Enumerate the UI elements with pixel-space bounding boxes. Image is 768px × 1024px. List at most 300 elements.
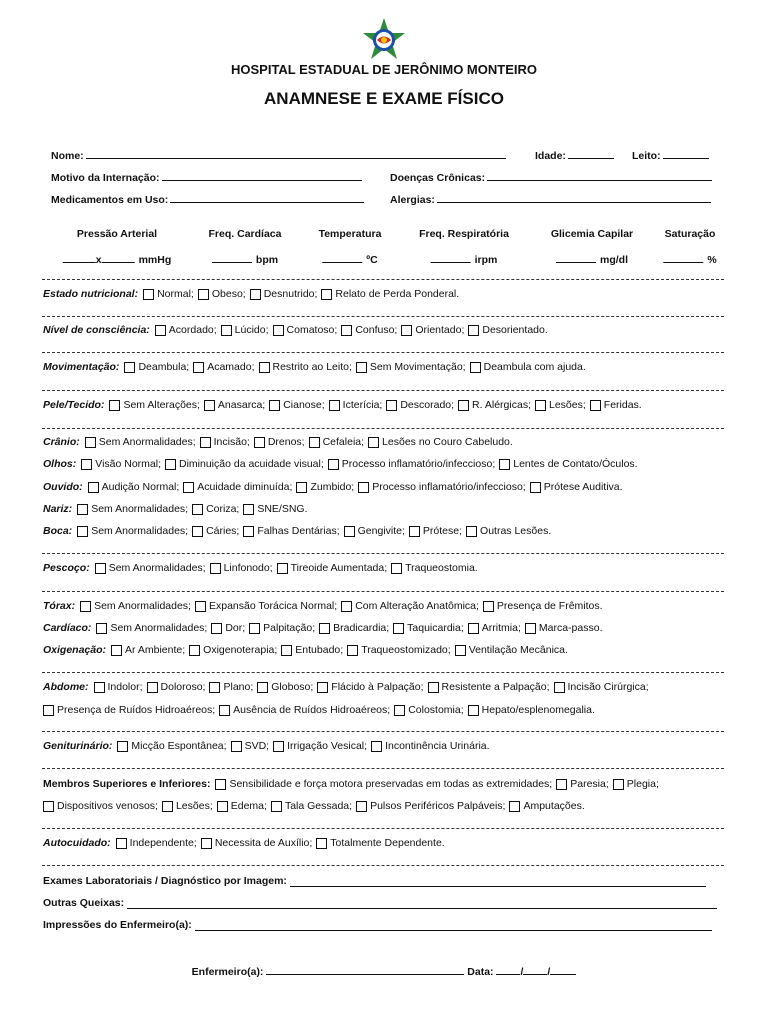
section-divider xyxy=(42,553,724,554)
checkbox-option[interactable] xyxy=(296,481,354,493)
checkbox-icon[interactable] xyxy=(317,682,328,693)
checkbox-option[interactable] xyxy=(143,288,194,300)
checkbox-icon[interactable] xyxy=(499,459,510,470)
option-label: Acuidade diminuída; xyxy=(197,481,293,493)
checkbox-option[interactable] xyxy=(556,778,609,790)
checkbox-option[interactable] xyxy=(554,681,649,693)
checkbox-icon[interactable] xyxy=(344,526,355,537)
checkbox-option[interactable] xyxy=(94,681,143,693)
checkbox-option[interactable] xyxy=(273,740,367,752)
option-label: Lesões; xyxy=(175,800,213,812)
checkbox-icon[interactable] xyxy=(243,504,254,515)
checkbox-icon[interactable] xyxy=(316,838,327,849)
checkbox-icon[interactable] xyxy=(368,437,379,448)
checkbox-option[interactable] xyxy=(111,644,185,656)
vital-input[interactable] xyxy=(663,251,716,266)
checklist-row xyxy=(43,704,599,716)
option-label: Coriza; xyxy=(206,503,240,515)
checklist-row xyxy=(43,622,606,634)
section-divider xyxy=(42,865,724,866)
checkbox-option[interactable] xyxy=(341,600,479,612)
section-divider xyxy=(42,768,724,769)
checkbox-icon[interactable] xyxy=(198,289,209,300)
checkbox-option[interactable] xyxy=(271,800,352,812)
checkbox-icon[interactable] xyxy=(391,563,402,574)
checkbox-option[interactable] xyxy=(509,800,584,812)
checkbox-icon[interactable] xyxy=(96,623,107,634)
checkbox-icon[interactable] xyxy=(466,526,477,537)
vital-input[interactable] xyxy=(322,251,377,266)
checkbox-icon[interactable] xyxy=(386,400,397,411)
checkbox-option[interactable] xyxy=(81,458,161,470)
vital-title: Glicemia Capilar xyxy=(550,228,634,240)
checkbox-icon[interactable] xyxy=(80,601,91,612)
queixas-label: Outras Queixas: xyxy=(43,897,125,909)
checkbox-icon[interactable] xyxy=(371,741,382,752)
checkbox-option[interactable] xyxy=(401,324,464,336)
checkbox-icon[interactable] xyxy=(192,526,203,537)
checkbox-option[interactable] xyxy=(371,740,489,752)
checkbox-option[interactable] xyxy=(250,288,318,300)
checkbox-option[interactable] xyxy=(249,622,315,634)
option-label: Resistente a Palpação; xyxy=(441,681,550,693)
hospital-name: HOSPITAL ESTADUAL DE JERÔNIMO MONTEIRO xyxy=(230,62,537,77)
checkbox-icon[interactable] xyxy=(341,601,352,612)
checkbox-icon[interactable] xyxy=(250,289,261,300)
checkbox-option[interactable] xyxy=(155,324,217,336)
option-label: Amputações. xyxy=(523,800,585,812)
option-label: Confuso; xyxy=(355,324,398,336)
option-label: Doloroso; xyxy=(160,681,206,693)
option-label: Ar Ambiente; xyxy=(125,644,186,656)
checkbox-option[interactable] xyxy=(393,622,464,634)
checkbox-option[interactable] xyxy=(344,525,405,537)
checkbox-icon[interactable] xyxy=(393,623,404,634)
option-label: Prótese Auditiva. xyxy=(543,481,623,493)
checkbox-option[interactable] xyxy=(183,481,292,493)
checkbox-option[interactable] xyxy=(356,800,505,812)
checkbox-option[interactable] xyxy=(257,681,313,693)
section-label: Boca: xyxy=(43,525,73,537)
section-label: Nariz: xyxy=(43,503,73,515)
option-label: Palpitação; xyxy=(263,622,316,634)
checkbox-icon[interactable] xyxy=(455,645,466,656)
checkbox-icon[interactable] xyxy=(195,601,206,612)
checkbox-option[interactable] xyxy=(281,644,343,656)
checkbox-icon[interactable] xyxy=(111,645,122,656)
checkbox-icon[interactable] xyxy=(155,325,166,336)
checkbox-option[interactable] xyxy=(391,562,478,574)
checkbox-icon[interactable] xyxy=(77,526,88,537)
option-label: Audição Normal; xyxy=(101,481,180,493)
checkbox-icon[interactable] xyxy=(249,623,260,634)
checkbox-option[interactable] xyxy=(162,800,213,812)
checkbox-icon[interactable] xyxy=(221,325,232,336)
checkbox-option[interactable] xyxy=(109,399,199,411)
leito-label: Leito: xyxy=(632,150,661,162)
checkbox-icon[interactable] xyxy=(409,526,420,537)
checkbox-option[interactable] xyxy=(470,361,586,373)
section-divider xyxy=(42,591,724,592)
option-label: Restrito ao Leito; xyxy=(272,361,352,373)
checkbox-option[interactable] xyxy=(277,562,388,574)
section-label: Abdome: xyxy=(43,681,89,693)
signature-line[interactable]: Enfermeiro(a): Data: / / xyxy=(0,963,768,978)
checkbox-icon[interactable] xyxy=(328,459,339,470)
checkbox-icon[interactable] xyxy=(81,459,92,470)
checkbox-option[interactable] xyxy=(219,704,390,716)
checkbox-icon[interactable] xyxy=(204,400,215,411)
section-label: Movimentação: xyxy=(43,361,120,373)
checkbox-option[interactable] xyxy=(468,704,595,716)
checkbox-icon[interactable] xyxy=(347,645,358,656)
checklist-row xyxy=(43,458,642,470)
idade-label: Idade: xyxy=(535,150,566,162)
checkbox-option[interactable] xyxy=(85,436,196,448)
checkbox-icon[interactable] xyxy=(468,705,479,716)
checkbox-option[interactable] xyxy=(211,622,245,634)
option-label: Incisão; xyxy=(213,436,250,448)
checkbox-icon[interactable] xyxy=(468,325,479,336)
checkbox-option[interactable] xyxy=(483,600,603,612)
checkbox-option[interactable] xyxy=(124,361,189,373)
checkbox-option[interactable] xyxy=(43,704,215,716)
checkbox-icon[interactable] xyxy=(200,437,211,448)
checkbox-option[interactable] xyxy=(316,837,444,849)
checkbox-option[interactable] xyxy=(221,324,269,336)
checkbox-icon[interactable] xyxy=(277,563,288,574)
checkbox-icon[interactable] xyxy=(147,682,158,693)
checkbox-option[interactable] xyxy=(590,399,642,411)
checkbox-option[interactable] xyxy=(77,503,188,515)
option-label: Incontinência Urinária. xyxy=(385,740,490,752)
checkbox-option[interactable] xyxy=(210,562,273,574)
checkbox-option[interactable] xyxy=(386,399,454,411)
section-label: Olhos: xyxy=(43,458,77,470)
checkbox-icon[interactable] xyxy=(259,362,270,373)
vital-title: Temperatura xyxy=(318,228,382,240)
checkbox-option[interactable] xyxy=(43,800,158,812)
checkbox-icon[interactable] xyxy=(281,645,292,656)
checklist-row xyxy=(43,361,590,373)
checkbox-option[interactable] xyxy=(200,436,250,448)
option-label: Cáries; xyxy=(206,525,240,537)
checkbox-option[interactable] xyxy=(117,740,226,752)
checkbox-icon[interactable] xyxy=(428,682,439,693)
checkbox-icon[interactable] xyxy=(77,504,88,515)
checkbox-icon[interactable] xyxy=(162,801,173,812)
checkbox-icon[interactable] xyxy=(183,482,194,493)
checkbox-icon[interactable] xyxy=(211,623,222,634)
vital-unit: mg/dl xyxy=(600,254,628,266)
option-label: SVD; xyxy=(244,740,270,752)
checkbox-icon[interactable] xyxy=(43,801,54,812)
checkbox-option[interactable] xyxy=(328,458,496,470)
checkbox-icon[interactable] xyxy=(85,437,96,448)
checkbox-option[interactable] xyxy=(468,622,521,634)
checkbox-icon[interactable] xyxy=(193,362,204,373)
checkbox-icon[interactable] xyxy=(341,325,352,336)
section-divider xyxy=(42,316,724,317)
section-label: Cardíaco: xyxy=(43,622,92,634)
alergias-label: Alergias: xyxy=(390,194,435,206)
checkbox-option[interactable] xyxy=(368,436,513,448)
checkbox-option[interactable] xyxy=(77,525,188,537)
section-label: Membros Superiores e Inferiores: xyxy=(43,778,211,790)
option-label: Icterícia; xyxy=(342,399,383,411)
checkbox-option[interactable] xyxy=(455,644,568,656)
checkbox-icon[interactable] xyxy=(554,682,565,693)
section-label: Ouvido: xyxy=(43,481,83,493)
checkbox-icon[interactable] xyxy=(525,623,536,634)
medicamentos-label: Medicamentos em Uso: xyxy=(51,194,169,206)
option-label: Comatoso; xyxy=(286,324,338,336)
option-label: R. Alérgicas; xyxy=(472,399,531,411)
section-divider xyxy=(42,352,724,353)
checkbox-option[interactable] xyxy=(217,800,267,812)
option-label: Incisão Cirúrgica; xyxy=(567,681,649,693)
checkbox-icon[interactable] xyxy=(94,682,105,693)
checkbox-icon[interactable] xyxy=(401,325,412,336)
checkbox-option[interactable] xyxy=(273,324,338,336)
motivo-field[interactable] xyxy=(51,169,362,184)
checkbox-icon[interactable] xyxy=(217,801,228,812)
checkbox-icon[interactable] xyxy=(273,741,284,752)
option-label: Sem Anormalidades; xyxy=(98,436,196,448)
checkbox-icon[interactable] xyxy=(329,400,340,411)
checkbox-option[interactable] xyxy=(394,704,463,716)
option-label: Desorientado. xyxy=(482,324,548,336)
alergias-field[interactable] xyxy=(390,191,711,206)
option-label: Oxigenoterapia; xyxy=(203,644,278,656)
checkbox-option[interactable] xyxy=(468,324,547,336)
checkbox-icon[interactable] xyxy=(613,779,624,790)
checkbox-option[interactable] xyxy=(192,503,239,515)
checkbox-option[interactable] xyxy=(165,458,324,470)
checklist-row xyxy=(43,644,572,656)
checkbox-icon[interactable] xyxy=(165,459,176,470)
option-label: Processo inflamatório/infeccioso; xyxy=(341,458,496,470)
data-label: Data: xyxy=(467,966,494,978)
checkbox-icon[interactable] xyxy=(95,563,106,574)
checkbox-option[interactable] xyxy=(243,503,307,515)
checkbox-option[interactable] xyxy=(80,600,191,612)
checkbox-option[interactable] xyxy=(259,361,352,373)
vital-input[interactable] xyxy=(212,251,278,266)
checkbox-option[interactable] xyxy=(535,399,586,411)
checkbox-option[interactable] xyxy=(193,361,254,373)
checkbox-icon[interactable] xyxy=(124,362,135,373)
checkbox-icon[interactable] xyxy=(468,623,479,634)
checkbox-option[interactable] xyxy=(309,436,364,448)
option-label: SNE/SNG. xyxy=(257,503,308,515)
vital-title: Freq. Respiratória xyxy=(419,228,509,240)
checkbox-icon[interactable] xyxy=(321,289,332,300)
checkbox-icon[interactable] xyxy=(109,400,120,411)
vital-title: Freq. Cardíaca xyxy=(208,228,282,240)
section-label: Autocuidado: xyxy=(43,837,111,849)
nome-label: Nome: xyxy=(51,150,84,162)
checkbox-option[interactable] xyxy=(428,681,550,693)
checkbox-icon[interactable] xyxy=(201,838,212,849)
option-label: Diminuição da acuidade visual; xyxy=(179,458,324,470)
checklist-row xyxy=(43,525,555,537)
option-label: Gengivite; xyxy=(357,525,405,537)
checkbox-option[interactable] xyxy=(204,399,265,411)
vital-input[interactable]: x mmHg xyxy=(63,251,172,266)
medicamentos-field[interactable] xyxy=(51,191,364,206)
checkbox-icon[interactable] xyxy=(483,601,494,612)
option-label: Acordado; xyxy=(168,324,217,336)
checkbox-icon[interactable] xyxy=(209,682,220,693)
checkbox-option[interactable] xyxy=(458,399,531,411)
option-label: Lesões; xyxy=(549,399,586,411)
vital-input[interactable] xyxy=(431,251,498,266)
checkbox-option[interactable] xyxy=(319,622,389,634)
checkbox-option[interactable] xyxy=(195,600,337,612)
section-divider xyxy=(42,279,724,280)
checkbox-option[interactable] xyxy=(613,778,659,790)
checkbox-option[interactable] xyxy=(358,481,526,493)
checklist-row xyxy=(43,562,482,574)
checkbox-icon[interactable] xyxy=(210,563,221,574)
option-label: Lúcido; xyxy=(234,324,269,336)
checkbox-icon[interactable] xyxy=(269,400,280,411)
checkbox-icon[interactable] xyxy=(192,504,203,515)
checkbox-option[interactable] xyxy=(466,525,551,537)
checkbox-icon[interactable] xyxy=(257,682,268,693)
checkbox-icon[interactable] xyxy=(470,362,481,373)
queixas-field[interactable] xyxy=(43,897,717,909)
checkbox-icon[interactable] xyxy=(189,645,200,656)
option-label: Orientado; xyxy=(415,324,465,336)
option-label: Bradicardia; xyxy=(333,622,390,634)
checkbox-option[interactable] xyxy=(254,436,305,448)
checkbox-icon[interactable] xyxy=(143,289,154,300)
checkbox-option[interactable] xyxy=(215,778,552,790)
vital-input[interactable] xyxy=(556,251,628,266)
checkbox-icon[interactable] xyxy=(254,437,265,448)
checkbox-icon[interactable] xyxy=(394,705,405,716)
option-label: Ausência de Ruídos Hidroaéreos; xyxy=(233,704,391,716)
checkbox-icon[interactable] xyxy=(509,801,520,812)
checkbox-option[interactable] xyxy=(530,481,623,493)
checkbox-icon[interactable] xyxy=(590,400,601,411)
impressoes-field[interactable] xyxy=(43,919,712,931)
checkbox-icon[interactable] xyxy=(356,801,367,812)
checkbox-option[interactable] xyxy=(189,644,277,656)
option-label: Sem Movimentação; xyxy=(369,361,466,373)
option-label: Expansão Torácica Normal; xyxy=(208,600,338,612)
checkbox-option[interactable] xyxy=(317,681,423,693)
checklist-row xyxy=(43,837,449,849)
section-divider xyxy=(42,672,724,673)
checkbox-option[interactable] xyxy=(409,525,462,537)
checkbox-option[interactable] xyxy=(96,622,207,634)
option-label: Falhas Dentárias; xyxy=(257,525,340,537)
option-label: Tala Gessada; xyxy=(284,800,353,812)
option-label: Feridas. xyxy=(603,399,642,411)
checkbox-option[interactable] xyxy=(499,458,637,470)
option-label: Pulsos Periféricos Palpáveis; xyxy=(370,800,506,812)
checkbox-icon[interactable] xyxy=(319,623,330,634)
checkbox-icon[interactable] xyxy=(530,482,541,493)
checkbox-option[interactable] xyxy=(201,837,312,849)
checkbox-option[interactable] xyxy=(231,740,270,752)
checkbox-icon[interactable] xyxy=(271,801,282,812)
checkbox-option[interactable] xyxy=(321,288,459,300)
option-label: Cianose; xyxy=(283,399,325,411)
option-label: Dispositivos venosos; xyxy=(57,800,158,812)
option-label: Visão Normal; xyxy=(95,458,161,470)
option-label: Drenos; xyxy=(267,436,305,448)
checkbox-option[interactable] xyxy=(347,644,451,656)
checkbox-icon[interactable] xyxy=(43,705,54,716)
option-label: Dor; xyxy=(225,622,246,634)
vital-unit: irpm xyxy=(474,254,498,266)
doencas-field[interactable] xyxy=(390,169,712,184)
checkbox-icon[interactable] xyxy=(117,741,128,752)
checkbox-option[interactable] xyxy=(209,681,253,693)
checkbox-option[interactable] xyxy=(147,681,206,693)
checkbox-icon[interactable] xyxy=(309,437,320,448)
checkbox-option[interactable] xyxy=(341,324,397,336)
option-label: Deambula com ajuda. xyxy=(483,361,586,373)
checkbox-option[interactable] xyxy=(95,562,206,574)
checkbox-option[interactable] xyxy=(243,525,339,537)
checkbox-icon[interactable] xyxy=(535,400,546,411)
option-label: Obeso; xyxy=(211,288,246,300)
state-coat-of-arms-icon xyxy=(360,16,408,64)
checkbox-option[interactable] xyxy=(525,622,603,634)
checklist-row xyxy=(43,681,653,693)
checkbox-icon[interactable] xyxy=(215,779,226,790)
option-label: Sem Anormalidades; xyxy=(91,503,189,515)
leito-field[interactable] xyxy=(632,147,709,162)
vital-title: Pressão Arterial xyxy=(76,228,158,240)
checkbox-option[interactable] xyxy=(192,525,239,537)
checkbox-icon[interactable] xyxy=(243,526,254,537)
checkbox-icon[interactable] xyxy=(116,838,127,849)
option-label: Ventilação Mecânica. xyxy=(468,644,568,656)
checkbox-icon[interactable] xyxy=(556,779,567,790)
option-label: Sem Alterações; xyxy=(123,399,200,411)
checklist-row xyxy=(43,324,552,336)
checkbox-icon[interactable] xyxy=(458,400,469,411)
checkbox-option[interactable] xyxy=(356,361,466,373)
checkbox-icon[interactable] xyxy=(231,741,242,752)
checkbox-option[interactable] xyxy=(88,481,180,493)
checkbox-icon[interactable] xyxy=(358,482,369,493)
checkbox-option[interactable] xyxy=(269,399,324,411)
checkbox-icon[interactable] xyxy=(296,482,307,493)
checkbox-option[interactable] xyxy=(116,837,197,849)
checkbox-icon[interactable] xyxy=(219,705,230,716)
enfermeiro-label: Enfermeiro(a): xyxy=(191,966,264,978)
checkbox-option[interactable] xyxy=(329,399,383,411)
checkbox-icon[interactable] xyxy=(273,325,284,336)
checklist-row xyxy=(43,399,646,411)
option-label: Flácido à Palpação; xyxy=(331,681,424,693)
checkbox-icon[interactable] xyxy=(88,482,99,493)
option-label: Outras Lesões. xyxy=(480,525,552,537)
checkbox-icon[interactable] xyxy=(356,362,367,373)
exames-field[interactable] xyxy=(43,875,706,887)
checkbox-option[interactable] xyxy=(198,288,246,300)
nome-field[interactable] xyxy=(51,147,506,162)
idade-field[interactable] xyxy=(535,147,614,162)
section-label: Estado nutricional: xyxy=(43,288,139,300)
